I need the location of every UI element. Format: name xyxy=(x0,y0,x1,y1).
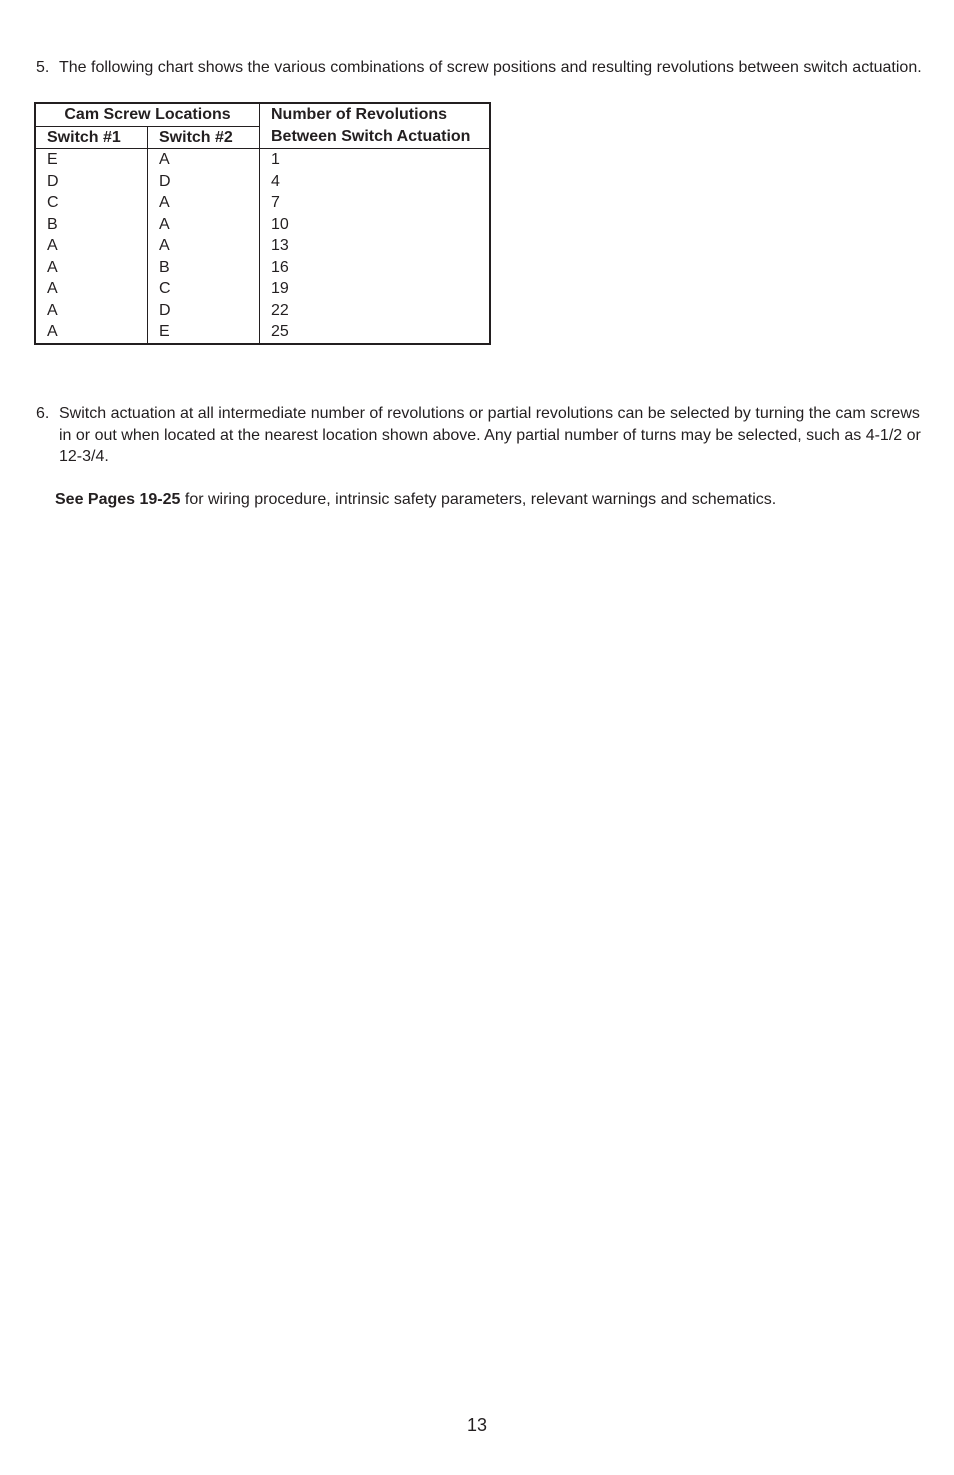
switch2-cell: D xyxy=(148,171,260,193)
switch1-cell: E xyxy=(47,151,58,168)
table-row xyxy=(35,149,490,171)
switch1-cell: B xyxy=(47,215,58,233)
see-pages-reference: See Pages 19-25 xyxy=(55,491,181,508)
item-text: The following chart shows the various combinations of screw positions and resulting revolutions between switch actuation. xyxy=(59,59,922,76)
switch1-cell: C xyxy=(47,194,59,211)
table-row xyxy=(35,171,490,193)
item-number: 6. xyxy=(36,405,50,422)
revolutions-cell: 7 xyxy=(260,192,491,214)
switch1-cell: A xyxy=(47,323,58,340)
cam-screw-table xyxy=(34,102,491,345)
table-row xyxy=(35,214,490,236)
switch2-cell: E xyxy=(148,321,260,344)
switch1-cell: A xyxy=(47,301,58,319)
table-row xyxy=(35,192,490,214)
switch2-cell: C xyxy=(148,278,260,300)
switch1-cell: D xyxy=(47,172,59,190)
switch2-cell: A xyxy=(148,235,260,257)
revolutions-cell: 22 xyxy=(260,300,491,322)
switch1-cell: A xyxy=(47,237,58,254)
switch2-cell: A xyxy=(148,149,260,171)
switch2-cell: A xyxy=(148,192,260,214)
switch2-cell: D xyxy=(148,300,260,322)
switch2-cell: B xyxy=(148,257,260,279)
see-pages-description: for wiring procedure, intrinsic safety parameters, relevant warnings and schematics. xyxy=(180,491,777,508)
page-number: 13 xyxy=(466,1415,488,1435)
revolutions-cell: 13 xyxy=(260,235,491,257)
list-item-5 xyxy=(36,57,926,79)
revolutions-cell: 10 xyxy=(260,214,491,236)
switch1-header: Switch #1 xyxy=(35,126,148,149)
revolutions-cell: 4 xyxy=(260,171,491,193)
cam-screw-locations-header: Cam Screw Locations xyxy=(35,103,260,126)
list-item-6 xyxy=(36,403,926,468)
item-text: Switch actuation at all intermediate number of revolutions or partial revolutions can be selected by turning the cam screws in or out when located at the nearest location shown above. Any partial number of turns may be selected, such as 4-1/2 or 12-3/4. xyxy=(59,405,921,465)
revolutions-header-line2: Between Switch Actuation xyxy=(260,126,491,149)
switch1-cell: A xyxy=(47,280,58,297)
switch2-cell: A xyxy=(148,214,260,236)
revolutions-header-line1: Number of Revolutions xyxy=(260,103,491,126)
revolutions-cell: 19 xyxy=(260,278,491,300)
revolutions-cell: 1 xyxy=(260,149,491,171)
switch1-cell: A xyxy=(47,258,58,276)
revolutions-cell: 25 xyxy=(260,321,491,344)
revolutions-cell: 16 xyxy=(260,257,491,279)
table-row xyxy=(35,321,490,344)
item-number: 5. xyxy=(36,59,50,76)
table-row xyxy=(35,257,490,279)
table-row xyxy=(35,278,490,300)
see-pages-note xyxy=(55,489,776,511)
table-row xyxy=(35,235,490,257)
table-row xyxy=(35,300,490,322)
switch2-header: Switch #2 xyxy=(148,126,260,149)
